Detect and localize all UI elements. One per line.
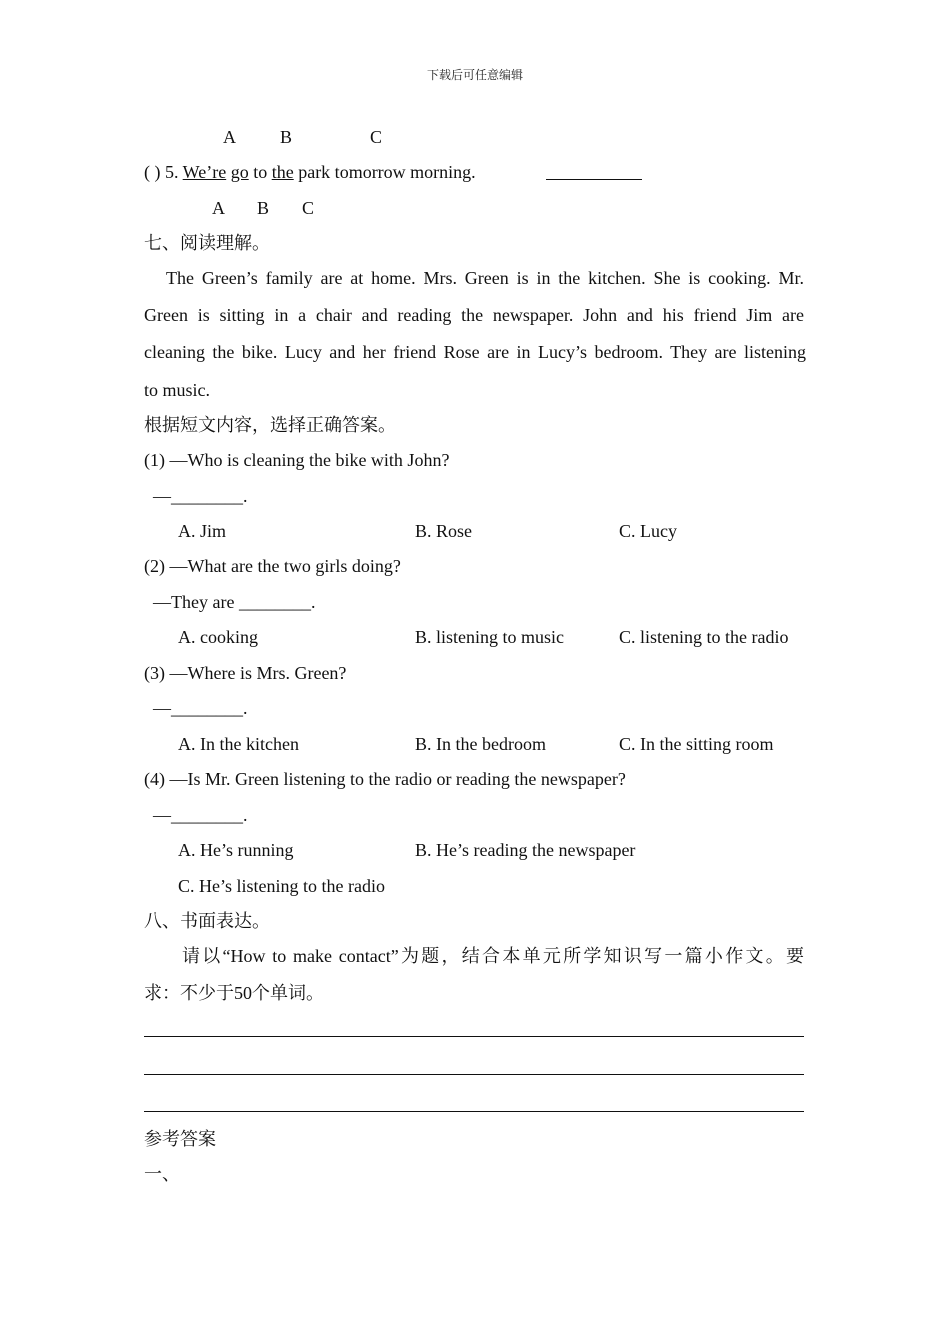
passage-line-1: The Green’s family are at home. Mrs. Green is in the kitchen. She is cooking. Mr. — [166, 268, 804, 288]
passage-line-3: cleaning the bike. Lucy and her friend Rose are in Lucy’s bedroom. They are listening — [144, 342, 806, 362]
q4-letter-b: B — [280, 127, 293, 147]
q1-option-b[interactable]: B. Rose — [415, 521, 473, 541]
writing-line-2[interactable] — [144, 1074, 804, 1075]
q5-word-b: go — [230, 162, 249, 182]
writing-line-1[interactable] — [144, 1036, 804, 1037]
question-5 — [144, 161, 476, 183]
q4-letter-a: A — [223, 127, 236, 147]
q5-letter-c: C — [302, 198, 315, 218]
writing-prompt-line-2: 求：不少于50个单词。 — [144, 983, 324, 1003]
q4-option-a[interactable]: A. He’s running — [178, 840, 294, 860]
q5-prefix: ( ) 5. — [144, 162, 183, 182]
answers-part-1: 一、 — [144, 1164, 180, 1184]
q1-option-c[interactable]: C. Lucy — [619, 521, 677, 541]
writing-prompt-line-1: 请以“How to make contact”为题，结合本单元所学知识写一篇小作文。要 — [182, 946, 804, 966]
reading-answer-1[interactable]: —________. — [153, 486, 248, 506]
q4-option-b[interactable]: B. He’s reading the newspaper — [415, 840, 636, 860]
q3-option-b[interactable]: B. In the bedroom — [415, 734, 546, 754]
q3-option-c[interactable]: C. In the sitting room — [619, 734, 774, 754]
q5-answer-blank[interactable] — [546, 179, 642, 180]
q5-word: to — [253, 162, 268, 182]
section-8-title: 八、书面表达。 — [144, 911, 270, 931]
q4-option-c[interactable]: C. He’s listening to the radio — [178, 876, 385, 896]
page-header: 下载后可任意编辑 — [426, 68, 523, 82]
q1-option-a[interactable]: A. Jim — [178, 521, 227, 541]
reading-answer-4[interactable]: —________. — [153, 805, 248, 825]
section-7-title: 七、阅读理解。 — [144, 233, 270, 253]
q5-letter-a: A — [212, 198, 225, 218]
q2-option-a[interactable]: A. cooking — [178, 627, 258, 647]
passage-line-4: to music. — [144, 380, 210, 400]
q5-word-a: We’re — [182, 162, 227, 182]
answers-title: 参考答案 — [144, 1129, 216, 1149]
q2-option-c[interactable]: C. listening to the radio — [619, 627, 789, 647]
reading-question-4: (4) —Is Mr. Green listening to the radio or reading the newspaper? — [144, 769, 626, 789]
reading-answer-2[interactable]: —They are ________. — [153, 592, 316, 612]
q5-rest: park tomorrow morning. — [298, 162, 476, 182]
q3-option-a[interactable]: A. In the kitchen — [178, 734, 299, 754]
reading-answer-3[interactable]: —________. — [153, 698, 248, 718]
q4-letter-c: C — [370, 127, 383, 147]
reading-question-3: (3) —Where is Mrs. Green? — [144, 663, 347, 683]
reading-instruction: 根据短文内容，选择正确答案。 — [144, 415, 396, 435]
reading-question-2: (2) —What are the two girls doing? — [144, 556, 401, 576]
q5-word-c: the — [271, 162, 294, 182]
passage-line-2: Green is sitting in a chair and reading the newspaper. John and his friend Jim are — [144, 305, 804, 325]
q5-letter-b: B — [257, 198, 270, 218]
q2-option-b[interactable]: B. listening to music — [415, 627, 565, 647]
reading-question-1: (1) —Who is cleaning the bike with John? — [144, 450, 450, 470]
writing-line-3[interactable] — [144, 1111, 804, 1112]
